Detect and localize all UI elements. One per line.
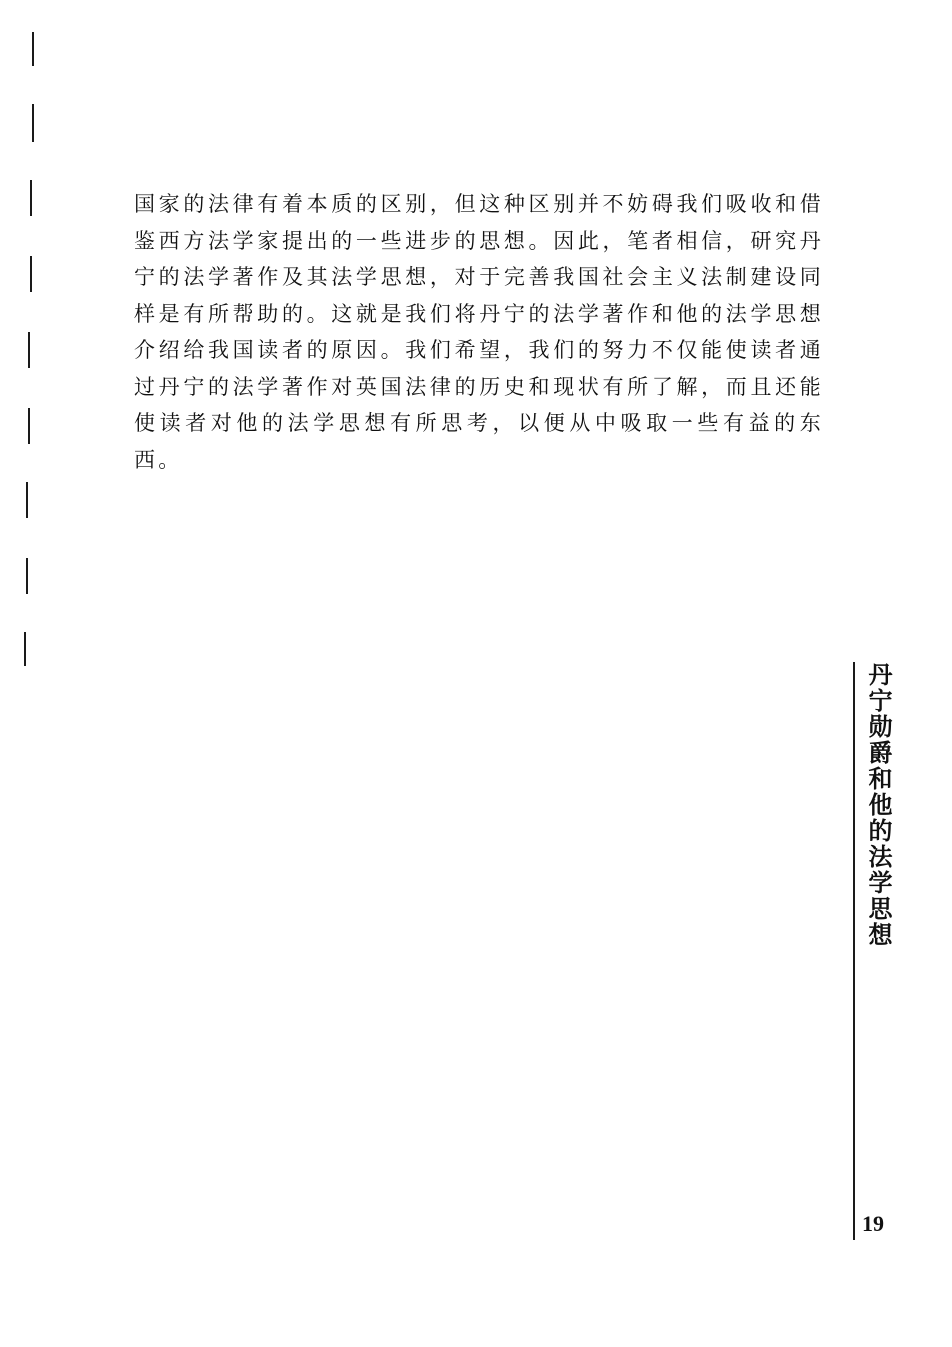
- margin-mark: [28, 332, 30, 368]
- margin-mark: [28, 408, 30, 444]
- running-title-rule: [853, 662, 855, 1240]
- running-title: 丹宁勋爵和他的法学思想: [864, 662, 892, 948]
- margin-mark: [32, 32, 34, 66]
- margin-mark: [26, 482, 28, 518]
- margin-mark: [24, 632, 26, 666]
- margin-mark: [32, 104, 34, 142]
- body-paragraph: 国家的法律有着本质的区别，但这种区别并不妨碍我们吸收和借鉴西方法学家提出的一些进步的思想。因此，笔者相信，研究丹宁的法学著作及其法学思想，对于完善我国社会主义法制建设同样是有所帮助的。这就是我们将丹宁的法学著作和他的法学思想介绍给我国读者的原因。我们希望，我们的努力不仅能使读者通过丹宁的法学著作对英国法律的历史和现状有所了解，而且还能使读者对他的法学思想有所思考，以便从中吸取一些有益的东西。: [134, 192, 824, 472]
- margin-mark: [30, 256, 32, 292]
- margin-mark: [26, 558, 28, 594]
- page-number: 19: [862, 1211, 884, 1236]
- margin-mark: [30, 180, 32, 216]
